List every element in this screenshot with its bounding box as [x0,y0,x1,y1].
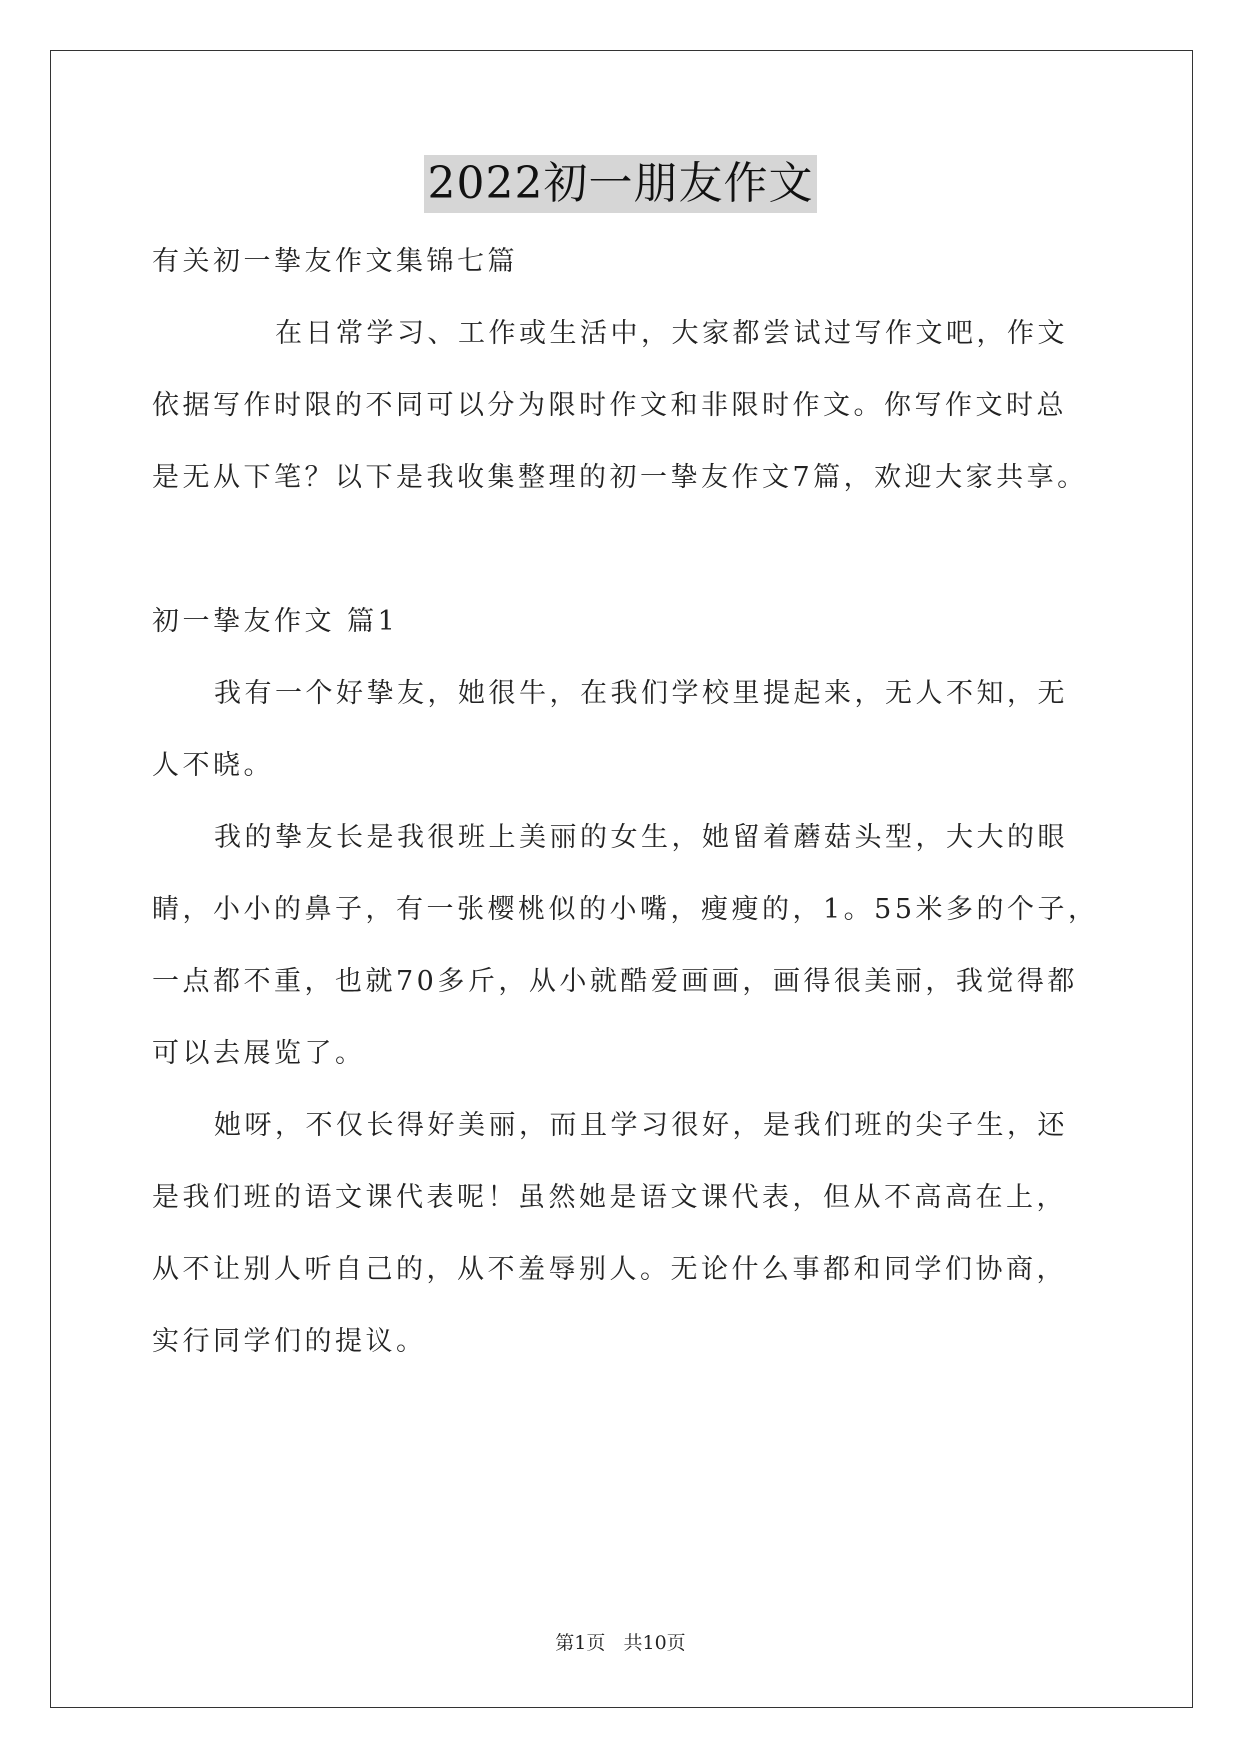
intro-line-2: 依据写作时限的不同可以分为限时作文和非限时作文。你写作文时总 [152,390,1067,421]
page-frame [50,50,1193,1708]
paragraph-3-line-3: 从不让别人听自己的，从不羞辱别人。无论什么事都和同学们协商， [152,1254,1067,1285]
document-title: 2022初一朋友作文 [424,155,818,213]
title-container [0,155,1241,213]
section-heading: 初一挚友作文 篇1 [152,606,399,637]
page-indicator: 第1页 共10页 [555,1632,686,1654]
paragraph-3-line-4: 实行同学们的提议。 [152,1326,427,1357]
intro-line-1: 在日常学习、工作或生活中，大家都尝试过写作文吧，作文 [275,318,1068,349]
paragraph-2-line-1: 我的挚友长是我很班上美丽的女生，她留着蘑菇头型，大大的眼 [214,822,1068,853]
intro-line-3: 是无从下笔？以下是我收集整理的初一挚友作文7篇，欢迎大家共享。 [152,462,1088,493]
paragraph-1-line-1: 我有一个好挚友，她很牛，在我们学校里提起来，无人不知，无 [214,678,1068,709]
paragraph-3-line-1: 她呀，不仅长得好美丽，而且学习很好，是我们班的尖子生，还 [214,1110,1068,1141]
document-subtitle: 有关初一挚友作文集锦七篇 [152,246,518,277]
paragraph-2-line-4: 可以去展览了。 [152,1038,366,1069]
paragraph-1-line-2: 人不晓。 [152,750,274,781]
paragraph-3-line-2: 是我们班的语文课代表呢！虽然她是语文课代表，但从不高高在上， [152,1182,1067,1213]
paragraph-2-line-3: 一点都不重，也就70多斤，从小就酷爱画画，画得很美丽，我觉得都 [152,966,1078,997]
page-footer [0,1628,1241,1655]
paragraph-2-line-2: 睛，小小的鼻子，有一张樱桃似的小嘴，瘦瘦的，1。55米多的个子， [152,894,1099,925]
